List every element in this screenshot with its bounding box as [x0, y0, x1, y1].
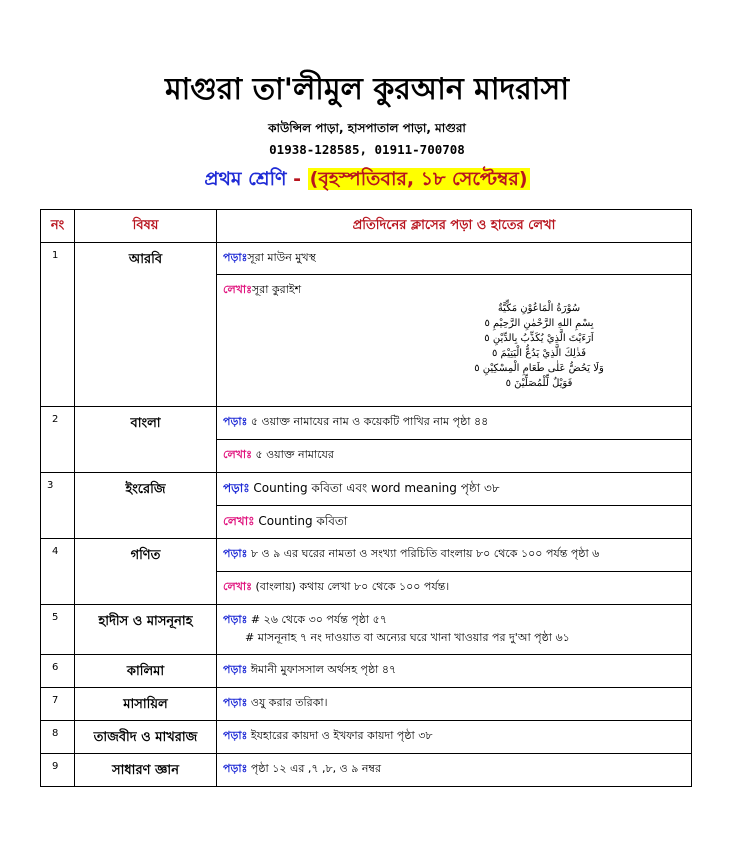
- arabic-line: سُوْرَةُ الْمَاعُوْنِ مَكِّيَّةٌ: [497, 303, 581, 314]
- read-label: পড়াঃ: [223, 613, 248, 626]
- read-text: ইযহারের কায়দা ও ইখফার কায়দা পৃষ্ঠা ৩৮: [247, 729, 433, 742]
- phone-numbers: 01938-128585, 01911-700708: [269, 142, 465, 157]
- read-label: পড়াঃ: [223, 251, 248, 264]
- read-label: পড়াঃ: [223, 729, 248, 742]
- write-label: লেখাঃ: [223, 448, 252, 461]
- write-text: ৫ ওয়াক্ত নামাযের: [251, 448, 334, 461]
- row-number: 8: [41, 721, 75, 754]
- write-text: সূরা কুরাইশ: [251, 283, 302, 296]
- read-text: ৫ ওয়াক্ত নামাযের নাম ও কয়েকটি পাখির নাম পৃষ্ঠা ৪৪: [247, 415, 489, 428]
- table-row: [41, 539, 692, 572]
- arabic-verses: [223, 301, 685, 391]
- subject-cell: হাদীস ও মাসনূনাহ: [75, 605, 217, 655]
- write-cell: [217, 572, 692, 605]
- read-cell: [217, 473, 692, 506]
- subject-cell: কালিমা: [75, 655, 217, 688]
- row-number: 2: [41, 407, 75, 473]
- class-name: প্রথম শ্রেণি: [204, 168, 287, 190]
- class-day-line: [0, 166, 734, 192]
- read-text: পৃষ্ঠা ১২ এর ,৭ ,৮, ও ৯ নম্বর: [247, 762, 381, 775]
- row-number: 4: [41, 539, 75, 605]
- write-text: Counting কবিতা: [254, 514, 348, 528]
- read-cell: [217, 539, 692, 572]
- subject-cell: আরবি: [75, 243, 217, 407]
- table-row: [41, 473, 692, 506]
- read-cell: [217, 655, 692, 688]
- write-text: (বাংলায়) কথায় লেখা ৮০ থেকে ১০০ পর্যন্ত।: [251, 580, 450, 593]
- table-header-row: [41, 210, 692, 243]
- read-text: ঈমানী মুফাসসাল অর্থসহ পৃষ্ঠা ৪৭: [247, 663, 397, 676]
- read-cell: [217, 721, 692, 754]
- table-row: [41, 655, 692, 688]
- row-number: 1: [41, 243, 75, 407]
- table-row: [41, 407, 692, 440]
- read-label: পড়াঃ: [223, 547, 248, 560]
- write-cell: [217, 275, 692, 407]
- write-label: লেখাঃ: [223, 580, 252, 593]
- day-date-highlight: (বৃহস্পতিবার, ১৮ সেপ্টেম্বর): [309, 168, 528, 190]
- class-dash: -: [286, 168, 308, 190]
- read-cell: [217, 605, 692, 655]
- arabic-line: فَوَيْلٌ لِّلْمُصَلِّيْنَ ٥: [505, 378, 573, 389]
- arabic-line: وَلَا يَحُضُّ عَلٰى طَعَامِ الْمِسْكِيْنِ ٥: [474, 363, 604, 374]
- subject-cell: সাধারণ জ্ঞান: [75, 754, 217, 787]
- read-text: ওযু করার তরিকা।: [247, 696, 328, 709]
- arabic-line: بِسْمِ اللهِ الرَّحْمٰنِ الرَّحِيْمِ ٥: [484, 318, 594, 329]
- row-number: 9: [41, 754, 75, 787]
- write-label: লেখাঃ: [223, 514, 255, 528]
- subject-cell: গণিত: [75, 539, 217, 605]
- document-header: [0, 70, 734, 192]
- table-row: [41, 721, 692, 754]
- read-label: পড়াঃ: [223, 762, 248, 775]
- arabic-line: فَذٰلِكَ الَّذِيْ يَدُعُّ الْيَتِيْمَ ٥: [491, 348, 587, 359]
- row-number: 6: [41, 655, 75, 688]
- read-cell: [217, 754, 692, 787]
- row-number: 7: [41, 688, 75, 721]
- read-cell: [217, 407, 692, 440]
- write-label: লেখাঃ: [223, 283, 252, 296]
- table-row: [41, 688, 692, 721]
- read-cell: [217, 688, 692, 721]
- routine-table: [40, 209, 692, 787]
- madrasa-address: কাউন্সিল পাড়া, হাসপাতাল পাড়া, মাগুরা: [268, 121, 466, 135]
- read-text: Counting কবিতা এবং word meaning পৃষ্ঠা ৩৮: [249, 481, 500, 495]
- write-cell: [217, 440, 692, 473]
- write-cell: [217, 506, 692, 539]
- read-label: পড়াঃ: [223, 696, 248, 709]
- read-text: সূরা মাউন মুখস্থ: [247, 251, 316, 264]
- header-subject: বিষয়: [75, 210, 217, 243]
- read-label: পড়াঃ: [223, 415, 248, 428]
- subject-cell: বাংলা: [75, 407, 217, 473]
- subject-cell: মাসায়িল: [75, 688, 217, 721]
- arabic-line: اَرَءَيْتَ الَّذِيْ يُكَذِّبُ بِالدِّيْنِ ٥: [484, 333, 594, 344]
- read-label: পড়াঃ: [223, 663, 248, 676]
- table-row: [41, 754, 692, 787]
- madrasa-title: মাগুরা তা'লীমুল কুরআন মাদরাসা: [164, 72, 570, 107]
- subject-cell: ইংরেজি: [75, 473, 217, 539]
- row-number: 5: [41, 605, 75, 655]
- read-cell: [217, 243, 692, 275]
- header-details: প্রতিদিনের ক্লাসের পড়া ও হাতের লেখা: [217, 210, 692, 243]
- table-row: [41, 243, 692, 275]
- read-text: ৮ ও ৯ এর ঘরের নামতা ও সংখ্যা পরিচিতি বাংলায় ৮০ থেকে ১০০ পর্যন্ত পৃষ্ঠা ৬: [247, 547, 600, 560]
- read-text-second: # মাসনূনাহ ৭ নং দাওয়াত বা অন্যের ঘরে খানা খাওয়ার পর দু'আ পৃষ্ঠা ৬১: [245, 631, 570, 644]
- subject-cell: তাজবীদ ও মাখরাজ: [75, 721, 217, 754]
- row-number: 3: [41, 473, 75, 539]
- read-label: পড়াঃ: [223, 481, 250, 495]
- table-row: [41, 605, 692, 655]
- header-no: নং: [41, 210, 75, 243]
- read-text: # ২৬ থেকে ৩০ পর্যন্ত পৃষ্ঠা ৫৭: [247, 613, 387, 626]
